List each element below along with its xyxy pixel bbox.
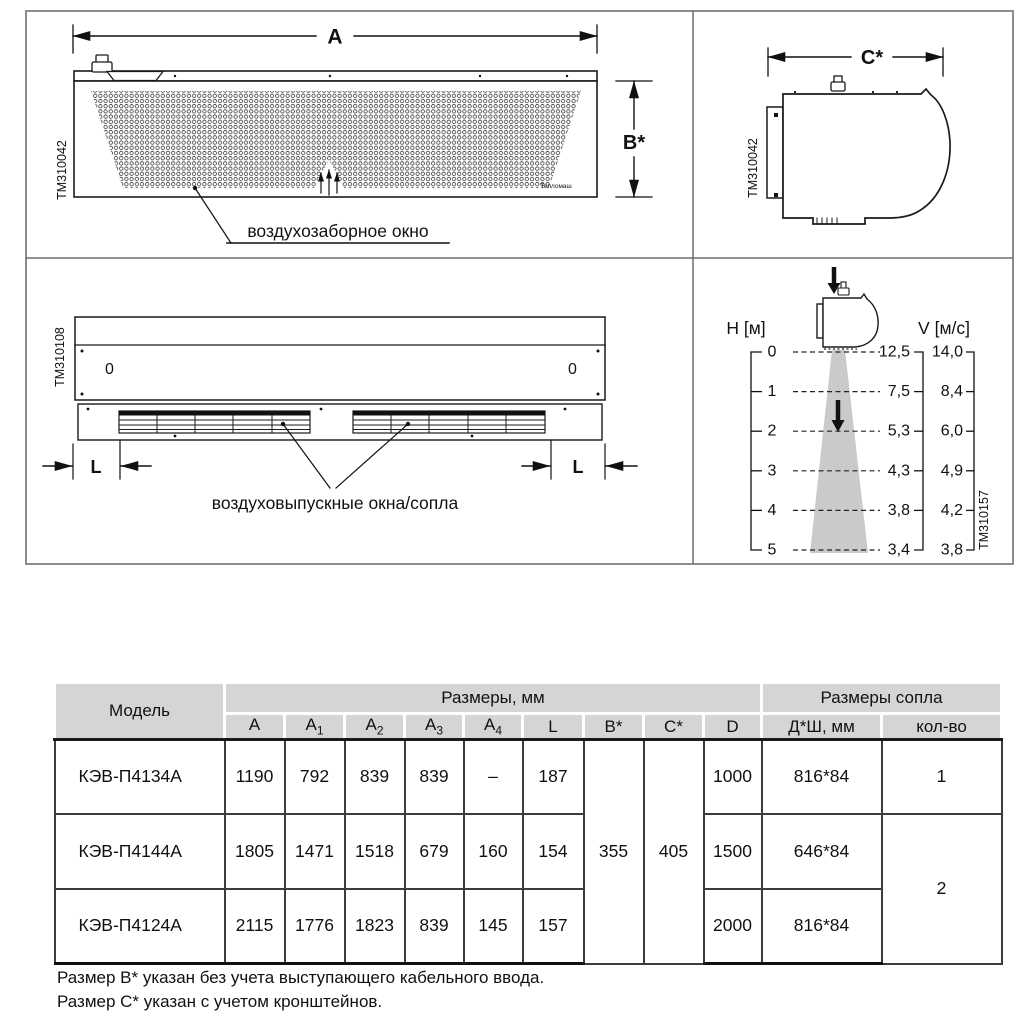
dim-b-label: B* (622, 132, 646, 154)
svg-text:7,5: 7,5 (887, 383, 910, 401)
svg-text:14,0: 14,0 (931, 343, 963, 361)
col-header-l: L (523, 714, 584, 740)
v1-bracket (914, 352, 923, 550)
drawing-code: TM310157 (977, 490, 991, 550)
col-header-a4: $A_4$ (464, 714, 523, 740)
col-header-a2: $A_2$ (345, 714, 405, 740)
footnote-b: Размер B* указан без учета выступающего кабельного ввода. (57, 968, 545, 987)
outlet-grille-right (353, 411, 545, 433)
v1-labels (879, 344, 910, 559)
svg-text:2: 2 (767, 422, 777, 440)
h-axis-label: Н [м] (726, 318, 766, 338)
drawing-code: TM310108 (53, 327, 67, 387)
cell-a2: 1823 (345, 889, 405, 964)
cell-a2: 839 (345, 740, 405, 814)
outlet-grille-left (119, 411, 310, 433)
dims-group-header: Размеры, мм (225, 683, 762, 714)
table-row (55, 814, 1002, 889)
svg-text:4,3: 4,3 (887, 462, 910, 480)
model-column-header: Модель (55, 683, 225, 740)
col-header-a1: $A_1$ (285, 714, 345, 740)
dim-l-left (43, 440, 151, 479)
cell-nozzle-qty-merged: 2 (882, 814, 1002, 964)
svg-text:4,9: 4,9 (940, 462, 963, 480)
cell-l: 157 (523, 889, 584, 964)
dim-a-label: A (327, 25, 343, 49)
zero-mark-left: 0 (105, 361, 114, 378)
intake-callout-label: воздухозаборное окно (247, 221, 429, 241)
side-body (783, 89, 950, 224)
cell-d: 1000 (704, 740, 762, 814)
cell-d: 1500 (704, 814, 762, 889)
svg-text:8,4: 8,4 (940, 383, 963, 401)
mounting-plate (767, 107, 783, 198)
svg-text:4,2: 4,2 (940, 501, 963, 519)
h-scale (751, 352, 762, 550)
col-header-b: B* (584, 714, 644, 740)
col-header-d: D (704, 714, 762, 740)
svg-text:1: 1 (767, 383, 777, 401)
dim-c (768, 47, 943, 76)
cell-a4: 145 (464, 889, 523, 964)
cell-nozzle-qty: 1 (882, 740, 1002, 814)
svg-text:5,3: 5,3 (887, 422, 910, 440)
brand-logo: Тепломаш (540, 183, 572, 190)
table-row (55, 740, 1002, 814)
col-header-a: A (225, 714, 285, 740)
svg-text:6,0: 6,0 (940, 422, 963, 440)
front-view-panel (55, 25, 652, 243)
side-top-dots (794, 91, 898, 93)
cell-l: 187 (523, 740, 584, 814)
dim-l-right-label: L (572, 457, 584, 477)
nozzle-group-header: Размеры сопла (762, 683, 1002, 714)
cell-d: 2000 (704, 889, 762, 964)
cell-a: 1190 (225, 740, 285, 814)
unit-icon (817, 282, 878, 349)
cell-b-merged: 355 (584, 740, 644, 964)
svg-text:3,8: 3,8 (940, 541, 963, 559)
cell-model: КЭВ-П4124А (55, 889, 225, 964)
air-cone (810, 350, 868, 553)
cell-a1: 792 (285, 740, 345, 814)
drawing-code: TM310042 (746, 138, 760, 198)
cell-nozzle-size: 816*84 (762, 889, 882, 964)
side-gland (831, 76, 845, 91)
cell-a3: 839 (405, 889, 464, 964)
table-row (55, 889, 1002, 964)
cell-a3: 839 (405, 740, 464, 814)
zero-mark-right: 0 (568, 361, 577, 378)
footnotes (57, 966, 544, 1014)
bottom-view-panel (43, 317, 637, 513)
svg-text:4: 4 (767, 501, 777, 519)
airflow-panel (726, 267, 991, 559)
footnote-c: Размер C* указан с учетом кронштейнов. (57, 992, 383, 1011)
cell-nozzle-size: 646*84 (762, 814, 882, 889)
col-header-nozzle-size: Д*Ш, мм (762, 714, 882, 740)
dim-l-right (522, 440, 637, 479)
side-view-panel (746, 47, 950, 224)
v2-labels (932, 344, 963, 559)
cell-model: КЭВ-П4134А (55, 740, 225, 814)
cell-l: 154 (523, 814, 584, 889)
svg-text:3: 3 (767, 462, 777, 480)
col-header-c: C* (644, 714, 704, 740)
cell-a3: 679 (405, 814, 464, 889)
v-axis-label: V [м/с] (918, 318, 970, 338)
v2-bracket (966, 352, 974, 550)
spec-table (53, 681, 1003, 965)
dim-c-label: C* (860, 47, 884, 69)
cell-a: 2115 (225, 889, 285, 964)
dim-a (73, 25, 597, 53)
technical-drawings (25, 10, 1014, 565)
svg-text:5: 5 (767, 541, 777, 559)
col-header-nozzle-qty: кол-во (882, 714, 1002, 740)
cell-a4: – (464, 740, 523, 814)
svg-text:3,8: 3,8 (887, 501, 910, 519)
cell-a1: 1471 (285, 814, 345, 889)
cell-a: 1805 (225, 814, 285, 889)
cell-a4: 160 (464, 814, 523, 889)
drawing-code: TM310042 (55, 140, 69, 200)
svg-text:0: 0 (767, 343, 777, 361)
outlet-callout-label: воздуховыпускные окна/сопла (211, 493, 459, 513)
cell-model: КЭВ-П4144А (55, 814, 225, 889)
dim-l-left-label: L (90, 457, 102, 477)
h-scale-labels (768, 344, 777, 559)
svg-text:12,5: 12,5 (878, 343, 910, 361)
cell-c-merged: 405 (644, 740, 704, 964)
bottom-body (75, 317, 605, 400)
col-header-a3: $A_3$ (405, 714, 464, 740)
cell-a1: 1776 (285, 889, 345, 964)
dim-b (616, 81, 652, 197)
cell-nozzle-size: 816*84 (762, 740, 882, 814)
cell-a2: 1518 (345, 814, 405, 889)
svg-text:3,4: 3,4 (887, 541, 910, 559)
